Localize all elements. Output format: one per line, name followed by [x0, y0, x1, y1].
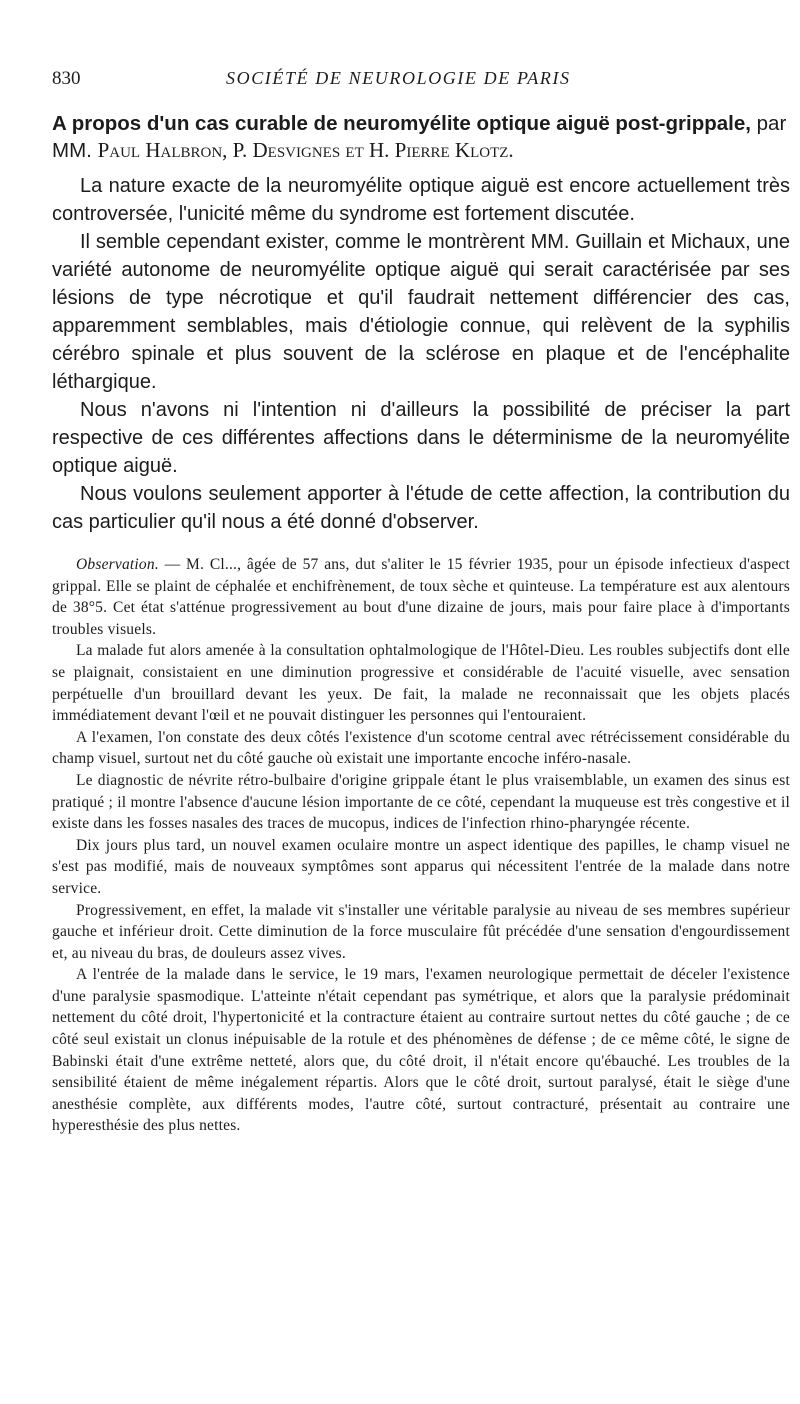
observation-paragraph: La malade fut alors amenée à la consultation ophtalmologique de l'Hôtel-Dieu. Les roubles subjectifs dont elle se plaignait, consistaient en une diminution progressive et considérable de l'acuité visuelle, avec sensation perpétuelle d'un brouillard devant les yeux. De fait, la malade ne reconnaissait que les objets placés immédiatement devant l'œil et ne pouvait distinguer les personnes qui l'entouraient. [52, 642, 790, 725]
observation-lead-paragraph [52, 554, 790, 640]
article-title-text: A propos d'un cas curable de neuromyélite optique aiguë post-grippale, [52, 112, 751, 135]
observation-label: Observation. [76, 556, 159, 573]
intro-section [52, 172, 790, 536]
observation-paragraph: A l'examen, l'on constate des deux côtés l'existence d'un scotome central avec rétrécissement considérable du champ visuel, surtout net du côté gauche où existait une importante encoche inféro-nasale. [52, 728, 790, 768]
observation-paragraph: Progressivement, en effet, la malade vit s'installer une véritable paralysie au niveau de ses membres supérieur gauche et inférieur droit. Cette diminution de la force musculaire fût précédée d'une sensation d'engourdissement et, au niveau du bras, de douleurs assez vives. [52, 901, 790, 962]
page-number: 830 [52, 68, 81, 89]
running-head [52, 66, 790, 94]
observation-lead-text: — M. Cl..., âgée de 57 ans, dut s'aliter le 15 février 1935, pour un épisode infectieux d'aspect grippal. Elle se plaint de céphalée et enchifrènement, de toux sèche et quinteuse. La température est aux alentours de 38°5. Cet état s'atténue progressivement au bout d'une dizaine de jours, mais pour faire place à d'importants troubles visuels. [52, 556, 790, 638]
article-authors: Paul Halbron, P. Desvignes et H. Pierre Klotz. [97, 138, 514, 162]
page [52, 66, 790, 1137]
intro-paragraph: La nature exacte de la neuromyélite optique aiguë est encore actuellement très controversée, l'unicité même du syndrome est fortement discutée. [52, 175, 790, 225]
journal-title: SOCIÉTÉ DE NEUROLOGIE DE PARIS [226, 68, 571, 88]
article-title [52, 110, 790, 164]
intro-paragraph: Nous voulons seulement apporter à l'étude de cette affection, la contribution du cas particulier qu'il nous a été donné d'observer. [52, 483, 790, 533]
observation-paragraph: Le diagnostic de névrite rétro-bulbaire d'origine grippale étant le plus vraisemblable, un examen des sinus est pratiqué ; il montre l'absence d'aucune lésion importante de ce côté, cependant la muqueuse est très congestive et il existe dans les fosses nasales des traces de mucopus, indices de l'infection rhino-pharyngée récente. [52, 771, 790, 833]
observation-section [52, 554, 790, 1137]
intro-paragraph: Nous n'avons ni l'intention ni d'ailleurs la possibilité de préciser la part respective de ces différentes affections dans le déterminisme de la neuromyélite optique aiguë. [52, 399, 790, 477]
intro-paragraph: Il semble cependant exister, comme le montrèrent MM. Guillain et Michaux, une variété autonome de neuromyélite optique aiguë qui serait caractérisée par ses lésions de type nécrotique et qu'il faudrait nettement différencier des cas, apparemment semblables, mais d'étiologie connue, qui relèvent de la syphilis cérébro spinale et plus souvent de la sclérose en plaque et de l'encéphalite léthargique. [52, 231, 790, 393]
observation-paragraph: A l'entrée de la malade dans le service, le 19 mars, l'examen neurologique permettait de déceler l'existence d'une paralysie spasmodique. L'atteinte n'était cependant pas symétrique, et alors que la paralysie prédominait nettement du côté droit, l'hypertonicité et la contracture étaient au contraire surtout nettes du côté gauche ; de ce côté seul existait un clonus inépuisable de la rotule et des phénomènes de défense ; de ce même côté, le signe de Babinski était d'une extrême netteté, alors que, du côté droit, il n'était encore qu'ébauché. Les troubles de la sensibilité étaient de même inégalement répartis. Alors que le côté droit, surtout paralysé, était le siège d'une anesthésie complète, aux différents modes, l'autre côté, surtout contracturé, présentait au contraire une hyperesthésie des plus nettes. [52, 966, 790, 1135]
observation-paragraph: Dix jours plus tard, un nouvel examen oculaire montre un aspect identique des papilles, le champ visuel ne s'est pas modifié, mais de nouveaux symptômes sont apparus qui nécessitent l'entrée de la malade dans notre service. [52, 836, 790, 897]
authors-prefix: par MM. [52, 112, 787, 162]
